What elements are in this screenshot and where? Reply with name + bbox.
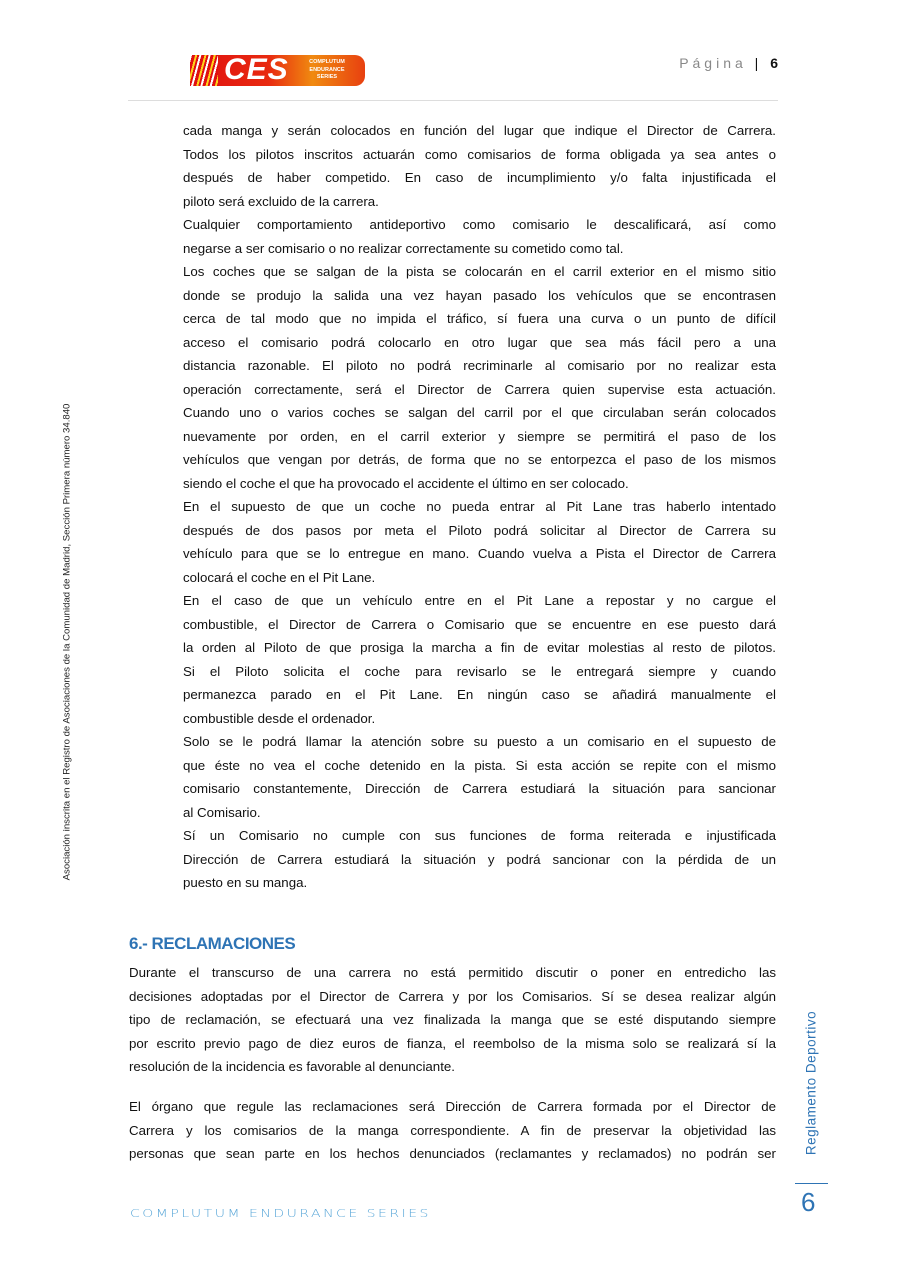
footer-text: COMPLUTUM ENDURANCE SERIES (130, 1208, 431, 1220)
text-line: por escrito previo pago de diez euros de fianza, el reembolso de la misma solo se realizará sí la (129, 1035, 776, 1051)
text-line: colocará el coche en el Pit Lane. (183, 569, 376, 585)
text-line: Cuando uno o varios coches se salgan del carril por el que circulaban serán colocados (183, 405, 776, 420)
text-line: tipo de reclamación, se efectuará una vez finalizada la manga que se esté disputando siempre (129, 1012, 776, 1027)
text-line: negarse a ser comisario o no realizar correctamente su cometido como tal. (183, 240, 624, 256)
text-line: En el supuesto de que un coche no pueda entrar al Pit Lane tras haberlo intentado (183, 499, 776, 514)
text-line: Carrera y los comisarios de la manga correspondiente. A fin de preservar la objetividad las (129, 1122, 776, 1138)
text-line: siendo el coche el que ha provocado el accidente el último en ser colocado. (183, 475, 629, 491)
section-heading: 6.- RECLAMACIONES (129, 934, 296, 953)
text-line: personas que sean parte en los hechos denunciados (reclamantes y reclamados) no podrán ser (129, 1146, 776, 1161)
text-line: distancia razonable. El piloto no podrá recriminarle al comisario por no realizar esta (183, 358, 776, 373)
text-line: Durante el transcurso de una carrera no está permitido discutir o poner en entredicho las (129, 965, 776, 980)
page-indicator (679, 55, 778, 71)
text-line: Cualquier comportamiento antideportivo como comisario le descalificará, así como (183, 217, 776, 232)
text-line: cerca de tal modo que no impida el tráfico, sí fuera una curva o un punto de difícil (183, 311, 776, 326)
header-divider (128, 100, 778, 101)
text-line: nuevamente por orden, en el carril exterior y siempre se permitirá el paso de los (183, 428, 776, 444)
text-line: En el caso de que un vehículo entre en el Pit Lane a repostar y no cargue el (183, 593, 776, 608)
text-line: acceso el comisario podrá colocarlo en otro lugar que sea más fácil pero a una (183, 334, 776, 350)
text-line: que éste no vea el coche detenido en la pista. Si esta acción se repite con el mismo (183, 757, 776, 773)
text-line: Dirección de Carrera estudiará la situación y podrá sancionar con la pérdida de un (183, 851, 776, 867)
body-text-block-1 (183, 119, 776, 895)
text-line: Los coches que se salgan de la pista se colocarán en el carril exterior en el mismo sitio (183, 264, 776, 279)
text-line: permanezca parado en el Pit Lane. En ningún caso se añadirá manualmente el (183, 687, 776, 702)
logo-text: CES (224, 55, 289, 86)
text-line: la orden al Piloto de que prosiga la marcha a fin de evitar molestias al resto de pilotos. (183, 640, 776, 655)
text-line: El órgano que regule las reclamaciones será Dirección de Carrera formada por el Director de (129, 1099, 776, 1114)
text-line: combustible desde el ordenador. (183, 710, 376, 726)
text-line: operación correctamente, será el Director de Carrera quien supervise esta actuación. (183, 381, 776, 397)
text-line: piloto será excluido de la carrera. (183, 193, 379, 209)
text-line: comisario constantemente, Dirección de Carrera estudiará la situación para sancionar (183, 781, 776, 796)
ces-logo (190, 55, 365, 86)
body-text-block-3 (129, 1095, 776, 1166)
text-line: vehículos que vengan por detrás, de forma que no se entorpezca el paso de los mismos (183, 452, 776, 467)
side-title: Reglamento Deportivo (803, 1010, 819, 1156)
text-line: Sí un Comisario no cumple con sus funciones de forma reiterada e injustificada (183, 828, 776, 843)
text-line: donde se produjo la salida una vez hayan pasado los vehículos que se encontrasen (183, 287, 776, 303)
text-line: resolución de la incidencia es favorable al denunciante. (129, 1059, 455, 1074)
body-text-block-2 (129, 961, 776, 1079)
text-line: puesto en su manga. (183, 875, 308, 890)
logo-stripes (190, 55, 218, 86)
text-line: Si el Piloto solicita el coche para revisarlo se le entregará siempre y cuando (183, 663, 776, 679)
page-separator: | (754, 55, 763, 71)
page-label: Página (679, 55, 747, 71)
text-line: después de dos pasos por meta el Piloto podrá solicitar al Director de Carrera su (183, 522, 776, 538)
text-line: al Comisario. (183, 804, 261, 820)
text-line: combustible, el Director de Carrera o Comisario que se encuentre en ese puesto dará (183, 616, 776, 632)
text-line: Solo se le podrá llamar la atención sobre su puesto a un comisario en el supuesto de (183, 734, 776, 749)
text-line: decisiones adoptadas por el Director de Carrera y por los Comisarios. Sí se desea realizar algún (129, 988, 776, 1004)
page-number: 6 (770, 55, 778, 71)
text-line: cada manga y serán colocados en función del lugar que indique el Director de Carrera. (183, 123, 776, 138)
text-line: vehículo para que se lo entregue en mano. Cuando vuelva a Pista el Director de Carrera (183, 546, 776, 561)
text-line: Todos los pilotos inscritos actuarán como comisarios de forma obligada ya sea antes o (183, 146, 776, 162)
side-divider (795, 1183, 828, 1184)
association-note: Asociación inscrita en el Registro de Asociaciones de la Comunidad de Madrid, Sección Primera número 34.840 (61, 403, 73, 881)
logo-subtext: COMPLUTUM ENDURANCE SERIES (309, 59, 345, 80)
footer-page-number: 6 (801, 1187, 816, 1217)
text-line: después de haber competido. En caso de incumplimiento y/o falta injustificada el (183, 170, 776, 185)
